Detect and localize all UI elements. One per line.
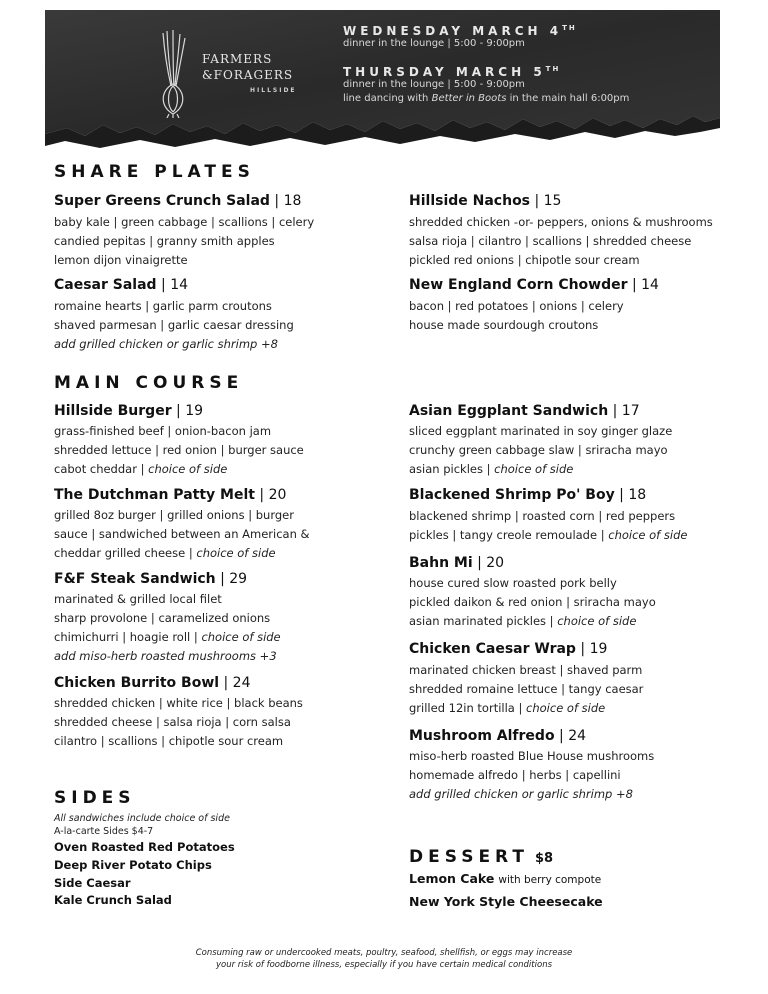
item-description: bacon | red potatoes | onions | celery house made sourdough croutons bbox=[409, 299, 624, 332]
item-description: blackened shrimp | roasted corn | red peppers pickles | tangy creole remoulade | choice of side bbox=[409, 509, 688, 542]
section-sides: SIDES bbox=[54, 788, 136, 808]
item-title: New England Corn Chowder | 14 bbox=[409, 277, 659, 293]
side-item: Deep River Potato Chips bbox=[54, 858, 212, 872]
brand-line-1: FARMERS bbox=[202, 52, 273, 66]
item-title: Mushroom Alfredo | 24 bbox=[409, 728, 587, 744]
side-item: Oven Roasted Red Potatoes bbox=[54, 840, 235, 854]
item-description: grass-finished beef | onion-bacon jam shredded lettuce | red onion | burger sauce cabot cheddar | choice of side bbox=[54, 424, 304, 476]
item-description: miso-herb roasted Blue House mushrooms homemade alfredo | herbs | capellini add grilled chicken or garlic shrimp +8 bbox=[409, 749, 655, 801]
item-title: Blackened Shrimp Po' Boy | 18 bbox=[409, 487, 647, 503]
footer-disclaimer-2: your risk of foodborne illness, especially if you have certain medical conditions bbox=[215, 960, 553, 970]
item-description: baby kale | green cabbage | scallions | celery candied pepitas | granny smith apples lemon dijon vinaigrette bbox=[54, 215, 315, 267]
item-description: marinated chicken breast | shaved parm shredded romaine lettuce | tangy caesar grilled 12in tortilla | choice of side bbox=[409, 663, 644, 715]
dessert-item: Lemon Cake with berry compote bbox=[409, 871, 602, 886]
event-2-title: THURSDAY MARCH 5TH bbox=[343, 65, 561, 79]
item-title: F&F Steak Sandwich | 29 bbox=[54, 571, 248, 587]
item-description: grilled 8oz burger | grilled onions | burger sauce | sandwiched between an American & cheddar grilled cheese | choice of side bbox=[54, 508, 310, 560]
side-item: Kale Crunch Salad bbox=[54, 893, 172, 907]
item-title: The Dutchman Patty Melt | 20 bbox=[54, 487, 287, 503]
brand-line-3: HILLSIDE bbox=[250, 87, 297, 94]
item-description: marinated & grilled local filet sharp provolone | caramelized onions chimichurri | hoagie roll | choice of side add miso-herb roasted mushrooms +3 bbox=[54, 592, 281, 663]
item-description: romaine hearts | garlic parm croutons shaved parmesan | garlic caesar dressing add grilled chicken or garlic shrimp +8 bbox=[54, 299, 294, 351]
dessert-price: $8 bbox=[534, 851, 554, 866]
item-title: Chicken Burrito Bowl | 24 bbox=[54, 675, 251, 691]
item-title: Chicken Caesar Wrap | 19 bbox=[409, 641, 608, 657]
item-description: shredded chicken -or- peppers, onions & mushrooms salsa rioja | cilantro | scallions | shredded cheese pickled red onions | chipotle sour cream bbox=[409, 215, 713, 267]
event-1-title: WEDNESDAY MARCH 4TH bbox=[343, 24, 577, 38]
item-title: Hillside Burger | 19 bbox=[54, 403, 204, 419]
item-title: Caesar Salad | 14 bbox=[54, 277, 189, 293]
item-description: house cured slow roasted pork belly pickled daikon & red onion | sriracha mayo asian marinated pickles | choice of side bbox=[409, 576, 656, 628]
item-title: Super Greens Crunch Salad | 18 bbox=[54, 193, 302, 209]
item-description: shredded chicken | white rice | black beans shredded cheese | salsa rioja | corn salsa cilantro | scallions | chipotle sour cream bbox=[54, 696, 303, 748]
item-description: sliced eggplant marinated in soy ginger glaze crunchy green cabbage slaw | sriracha mayo asian pickles | choice of side bbox=[409, 424, 673, 476]
sides-alacarte: A-la-carte Sides $4-7 bbox=[54, 826, 154, 837]
event-2-details: dinner in the lounge | 5:00 - 9:00pm bbox=[343, 79, 525, 90]
section-share-plates: SHARE PLATES bbox=[54, 162, 255, 182]
item-title: Bahn Mi | 20 bbox=[409, 555, 505, 571]
header-banner bbox=[45, 10, 720, 150]
section-dessert: DESSERT $8 bbox=[409, 847, 554, 867]
item-title: Asian Eggplant Sandwich | 17 bbox=[409, 403, 640, 419]
brand-line-2: &FORAGERS bbox=[202, 68, 294, 82]
sides-note: All sandwiches include choice of side bbox=[54, 813, 230, 824]
dessert-item: New York Style Cheesecake bbox=[409, 894, 603, 909]
side-item: Side Caesar bbox=[54, 876, 131, 890]
event-1-details: dinner in the lounge | 5:00 - 9:00pm bbox=[343, 38, 525, 49]
section-main-course: MAIN COURSE bbox=[54, 373, 244, 393]
item-title: Hillside Nachos | 15 bbox=[409, 193, 562, 209]
footer-disclaimer-1: Consuming raw or undercooked meats, poultry, seafood, shellfish, or eggs may increase bbox=[195, 948, 573, 958]
event-2-extra: line dancing with Better in Boots in the main hall 6:00pm bbox=[343, 93, 630, 104]
